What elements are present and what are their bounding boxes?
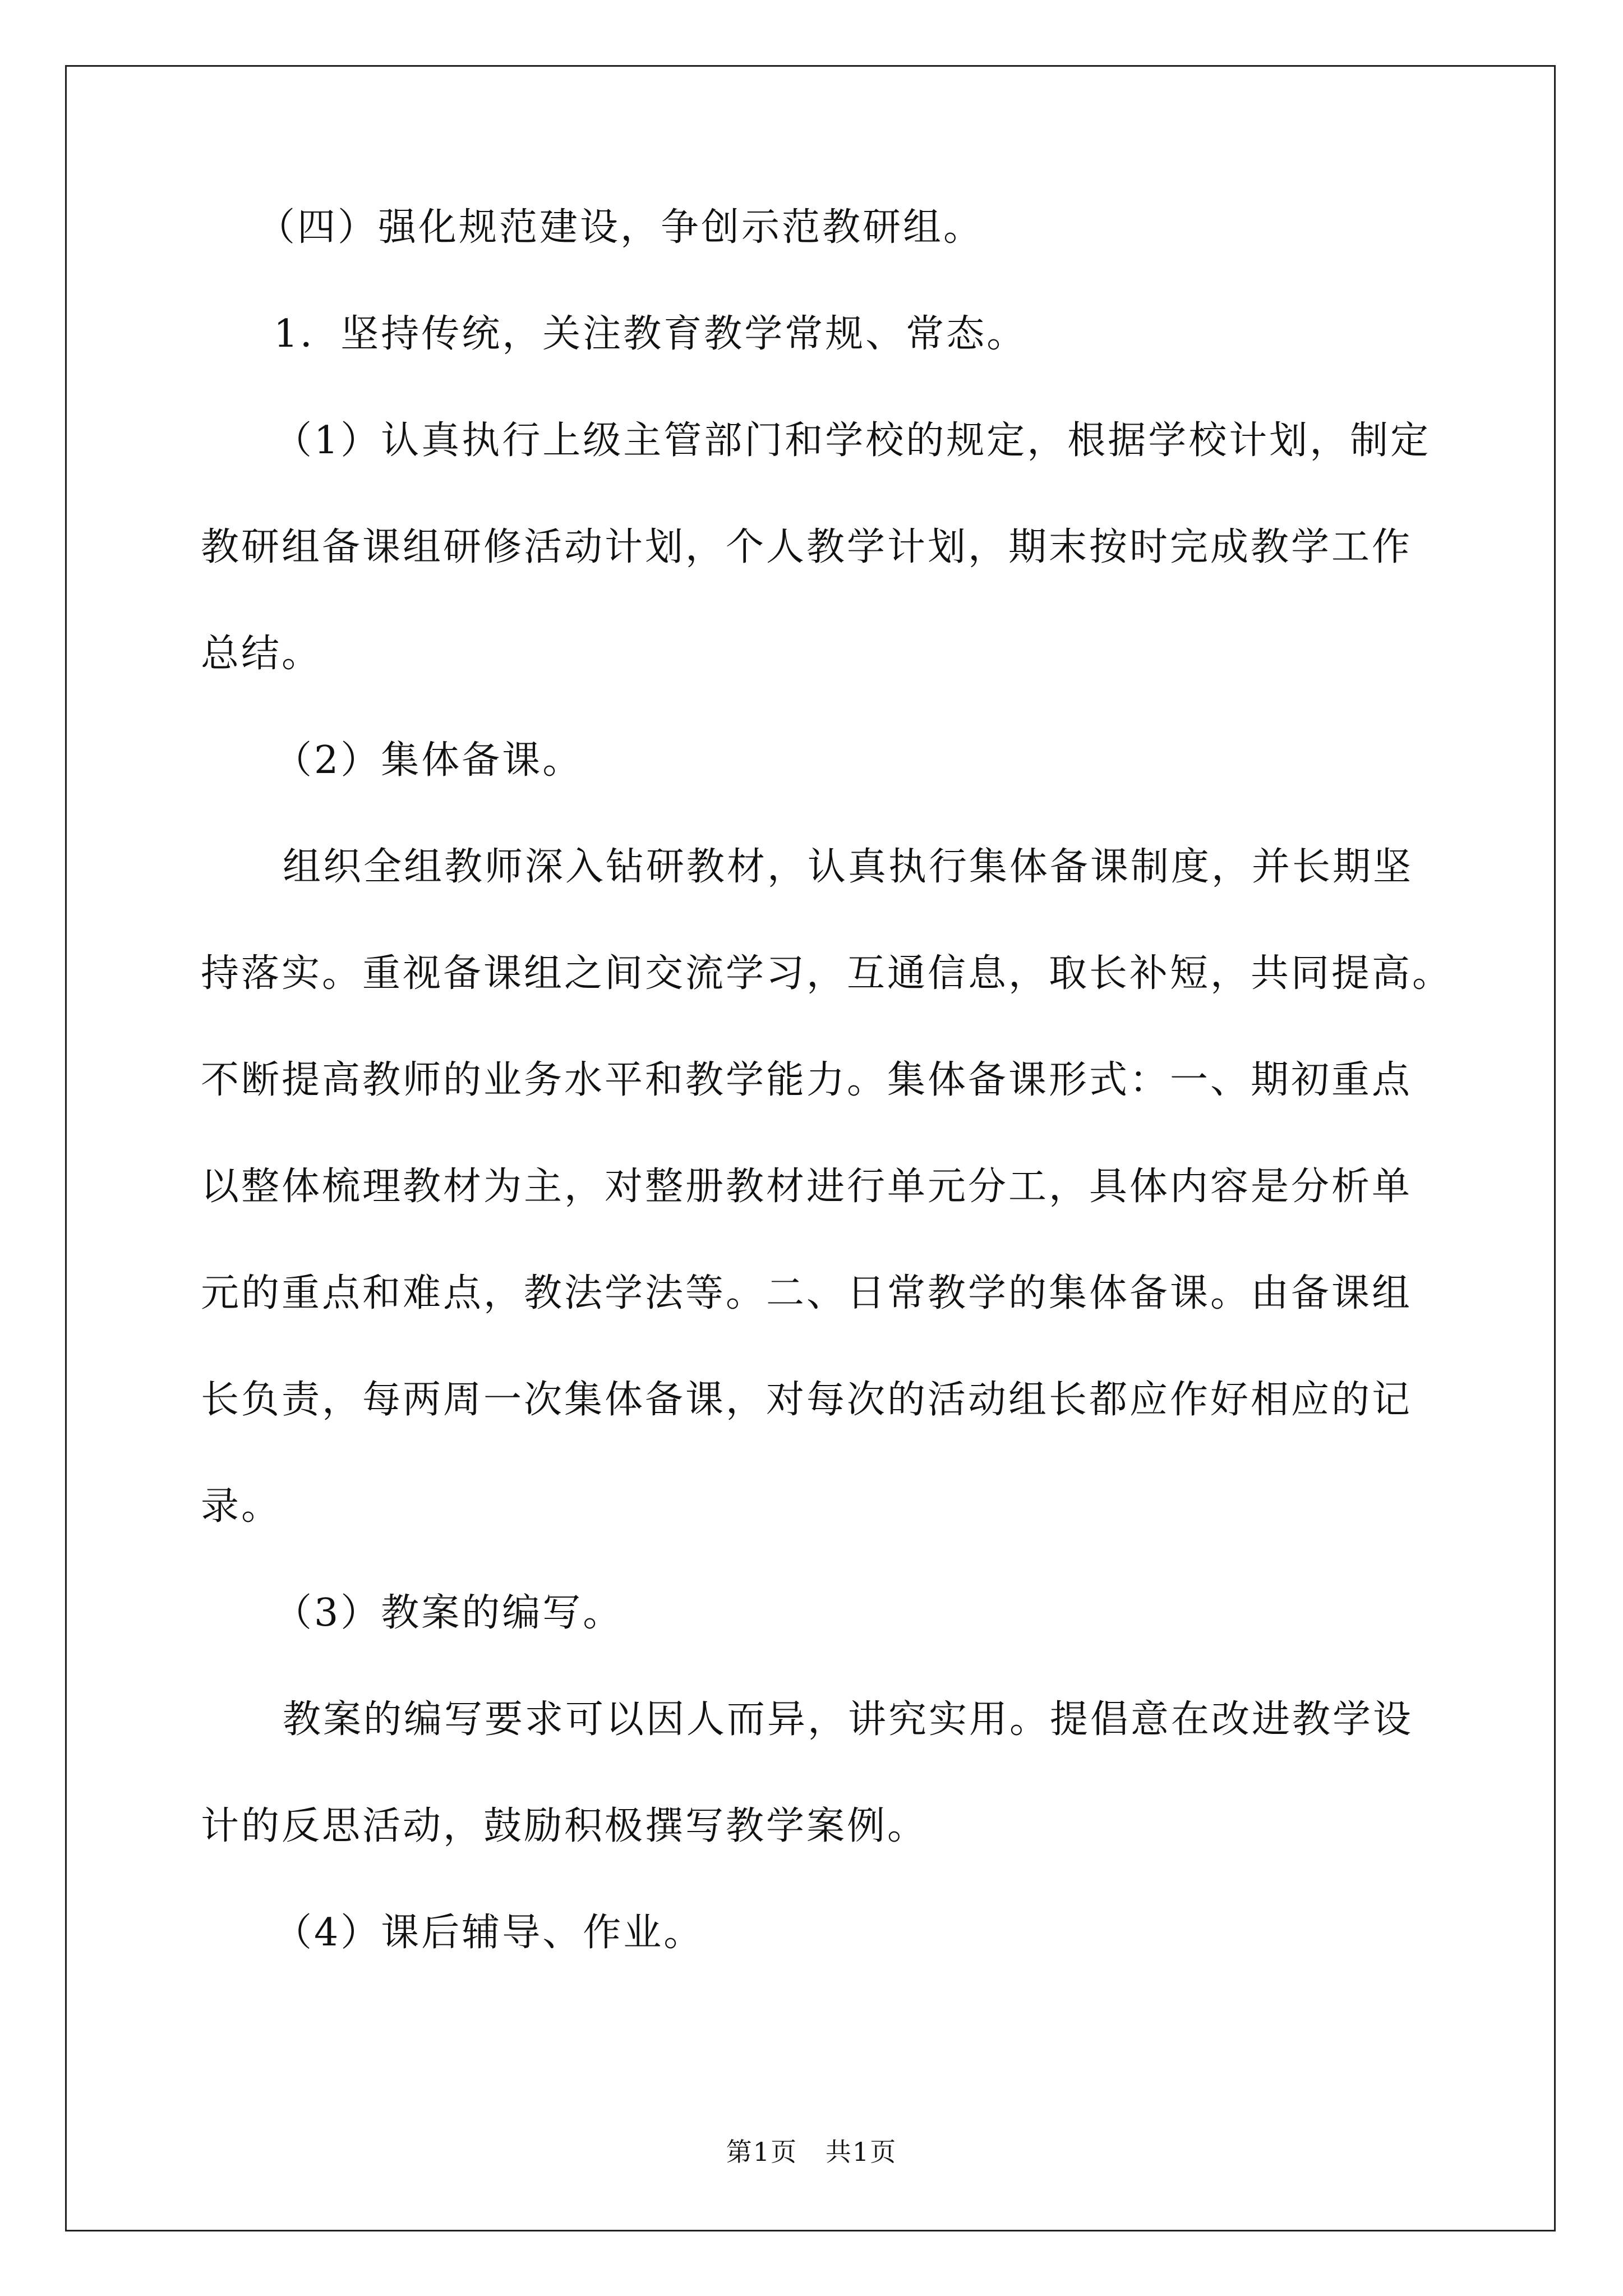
paragraph-line: 以整体梳理教材为主，对整册教材进行单元分工，具体内容是分析单: [201, 1165, 1413, 1209]
paragraph-line: 持落实。重视备课组之间交流学习，互通信息，取长补短，共同提高。: [201, 951, 1453, 996]
paragraph-line: 录。: [201, 1484, 282, 1529]
paragraph-line: 元的重点和难点，教法学法等。二、日常教学的集体备课。由备课组: [201, 1271, 1413, 1315]
paragraph-line: 不断提高教师的业务水平和教学能力。集体备课形式：一、期初重点: [201, 1058, 1413, 1102]
subsection-heading-4: （4）课后辅导、作业。: [274, 1911, 704, 1955]
paragraph-line: 长负责，每两周一次集体备课，对每次的活动组长都应作好相应的记: [201, 1378, 1413, 1422]
paragraph-line: 教案的编写要求可以因人而异，讲究实用。提倡意在改进教学设: [283, 1697, 1414, 1742]
page-border: [65, 65, 1556, 2231]
paragraph-line: 组织全组教师深入钻研教材，认真执行集体备课制度，并长期坚: [283, 845, 1414, 889]
paragraph-line: 总结。: [201, 632, 322, 676]
subsection-heading-3: （3）教案的编写。: [274, 1591, 624, 1635]
paragraph-line: （1）认真执行上级主管部门和学校的规定，根据学校计划，制定: [274, 418, 1431, 463]
section-heading-four: （四）强化规范建设，争创示范教研组。: [257, 205, 984, 250]
paragraph-line: 教研组备课组研修活动计划，个人教学计划，期末按时完成教学工作: [201, 525, 1413, 569]
paragraph-line: 计的反思活动，鼓励积极撰写教学案例。: [201, 1804, 928, 1848]
page-footer: 第1页 共1页: [726, 2137, 897, 2167]
item-heading-1: 1．坚持传统，关注教育教学常规、常态。: [274, 312, 1027, 356]
subsection-heading-2: （2）集体备课。: [274, 738, 583, 783]
